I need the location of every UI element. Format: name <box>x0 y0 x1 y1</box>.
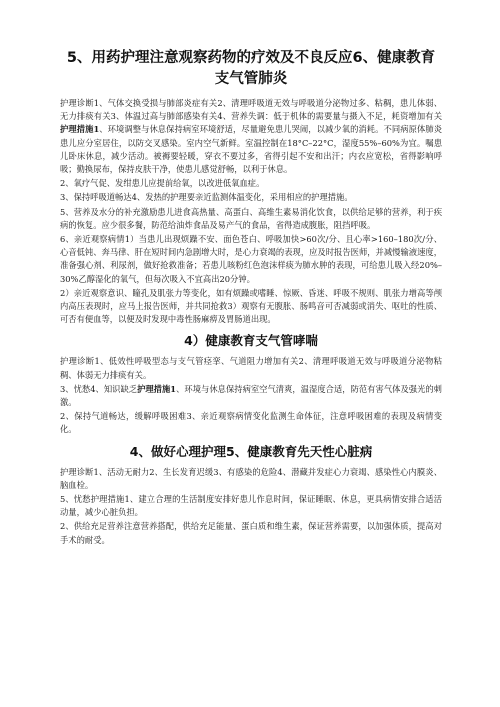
paragraph-nursing-diagnosis-heart: 护理诊断1、活动无耐力2、生长发育迟缓3、有感染的危险4、潜藏并发症心力衰竭、感染性心内膜炎、脑血栓。 <box>60 466 442 490</box>
paragraph-text: 、环境调整与休息保持病室环境舒适，尽量避免患儿哭闹，以减少氧的消耗。不同病原体肺炎患儿应分室居住，以防交叉感染。室内空气新鲜。室温控制在18°C–22°C，湿度55%–60%为宜。嘱患儿卧床休息，减少活动。被褥要轻暖，穿衣不要过多，省得引起不安和出汗；内衣应宽松，省得影响呼吸；勤换尿布，保持皮肤干净，使患儿感觉舒畅，以利于休息。 <box>60 124 442 175</box>
paragraph-nutrition: 5、营养及水分的补充激励患儿进食高热量、高蛋白、高维生素易消化饮食，以供给足够的营养，利于疾病的恢复。应少很多餐，防范给油炸食品及易产气的食品，省得造成腹胀，阻挡呼吸。 <box>60 206 442 230</box>
paragraph-consciousness: 2）亲近观察意识、瞳孔及肌张力等变化，如有烦躁或嗜睡、惊厥、昏迷、呼吸不规则、肌张力增高等颅内高压表现时，应马上报告医师，并共同抢救3）观察有无腹胀、肠鸣音可否减弱或消失、呕吐的性质、可否有便血等，以便及时发现中毒性肠麻痹及胃肠道出现。 <box>60 287 442 325</box>
bold-term-nursing-measures: 护理措施1 <box>60 124 100 135</box>
paragraph-nursing-diagnosis-asthma: 护理诊断1、低效性呼吸型态与支气管痉挛、气道阻力增加有关2、清理呼吸道无效与呼吸道分泌物粘稠、体弱无力排痰有关。 <box>60 356 442 380</box>
section-title-medication-pneumonia: 5、用药护理注意观察药物的疗效及不良反应6、健康教育支气管肺炎 <box>66 50 436 87</box>
paragraph-text: 护理诊断1、气体交换受损与肺部炎症有关2、清理呼吸道无效与呼吸道分泌物过多、粘稠，患儿体弱、无力排痰有关3、体温过高与肺部感染有关4、营养失调：低于机体的需要量与摄入不足，耗资增加有关 <box>60 98 442 122</box>
paragraph-airway-fever: 3、保持呼吸道畅达4、发热的护理要亲近监测体温变化，采用相应的护理措施。 <box>60 192 353 203</box>
bold-term-nursing-measures: 护理措施1 <box>137 383 177 394</box>
paragraph-oxygen-therapy: 2、氧疗气促、发绀患儿应提前给氧，以改进低氧血症。 <box>60 178 265 189</box>
paragraph-nursing-diagnosis-pneumonia <box>60 97 442 176</box>
document-page <box>60 48 442 547</box>
section-title-asthma: 4）健康教育支气管哮喘 <box>184 333 318 349</box>
paragraph-text: 3、忧愁4、知识缺乏 <box>60 383 138 394</box>
paragraph-life-schedule: 5、忧愁护理措施1、建立合理的生活制度安排好患儿作息时间，保证睡眠、休息，更具病情安排合适活动量，减少心脏负担。 <box>60 494 442 518</box>
paragraph-nutrition-heart: 2、供给充足营养注意营养搭配，供给充足能量、蛋白质和维生素，保证营养需要，以加强体质，提高对手术的耐受。 <box>60 521 442 545</box>
paragraph-observe-condition: 6、亲近观察病情1）当患儿出现烦躁不安、面色苍白、呼吸加快>60次/分、且心率>160–180次/分、心音低钝、奔马律、肝在短时间内急剧增大时，是心力衰竭的表现，应及时报告医师，并减慢输液速度，准备强心剂、利尿剂，做好抢救准备；若患儿咳粉红色泡沫样痰为肺水肿的表现，可给患儿吸入经20%–30%乙醇湿化的氧气，但每次吸入不宜高出20分钟。 <box>60 234 442 284</box>
section-title-heart-disease: 4、做好心理护理5、健康教育先天性心脏病 <box>129 443 373 459</box>
paragraph-asthma-measures <box>60 383 442 409</box>
paragraph-airway-observe: 2、保持气道畅达，缓解呼吸困难3、亲近观察病情变化监测生命体征，注意呼吸困难的表现及病情变化。 <box>60 411 442 435</box>
paragraph-text: 、环境与休息保持病室空气清爽，温湿度合适，防范有害气体及强光的刺激。 <box>60 383 442 408</box>
